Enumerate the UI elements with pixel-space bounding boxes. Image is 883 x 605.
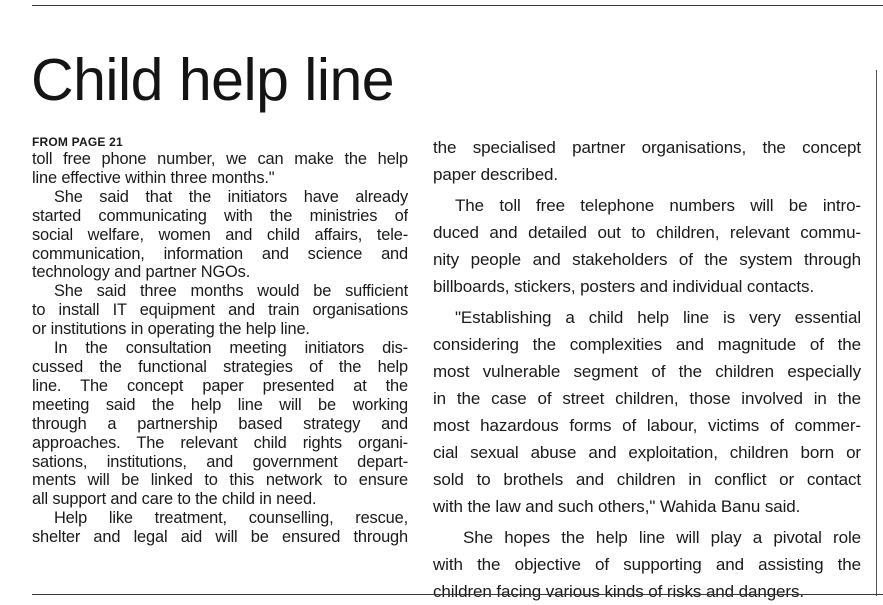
article-line: cussed the functional strategies of the help [32, 357, 408, 376]
top-rule [32, 5, 883, 6]
article-line: most hazardous forms of labour, victims of commer- [433, 416, 861, 435]
article-line: ments will be linked to this network to ensure [32, 471, 408, 490]
article-line: sations, institutions, and government depart- [32, 452, 408, 471]
article-column-left [32, 134, 408, 547]
bottom-rule [32, 594, 883, 595]
article-line: social welfare, women and child affairs, tele- [32, 225, 408, 244]
headline: Child help line [31, 47, 395, 113]
article-line: "Establishing a child help line is very essential [455, 308, 861, 327]
article-line: She hopes the help line will play a pivotal role [463, 528, 861, 547]
article-line: to install IT equipment and train organisations [32, 301, 408, 320]
article-line: communication, information and science and [32, 244, 408, 263]
article-line: technology and partner NGOs. [32, 263, 251, 282]
article-line: cial sexual abuse and exploitation, children born or [433, 443, 861, 462]
article-line: the specialised partner organisations, the concept [433, 138, 861, 157]
article-line: nity people and stakeholders of the system through [433, 250, 861, 269]
article-line: sold to brothels and children in conflict or contact [433, 470, 861, 489]
article-line: with the objective of supporting and assisting the [433, 555, 861, 574]
article-line: most vulnerable segment of the children especially [433, 362, 861, 381]
continuation-kicker: FROM PAGE 21 [32, 135, 123, 149]
article-line: She said three months would be sufficient [54, 282, 408, 301]
article-line: toll free phone number, we can make the help [32, 150, 408, 168]
article-line: or institutions in operating the help line. [32, 320, 310, 339]
article-column-right [433, 134, 861, 605]
article-line: The toll free telephone numbers will be intro- [455, 196, 861, 215]
article-line: line effective within three months." [32, 168, 275, 187]
page-edge [876, 70, 877, 596]
article-line: She said that the initiators have already [54, 187, 408, 206]
article-line: approaches. The relevant child rights organi- [32, 433, 408, 452]
article-line: billboards, stickers, posters and individual contacts. [433, 277, 815, 296]
article-line: Help like treatment, counselling, rescue, [54, 509, 408, 528]
article-line: duced and detailed out to children, relevant commu- [433, 223, 861, 242]
article-line: through a partnership based strategy and [32, 414, 408, 433]
article-line: children facing various kinds of risks and dangers. [433, 582, 804, 601]
article-line: considering the complexities and magnitude of the [433, 335, 861, 354]
article-line: meeting said the help line will be working [32, 395, 408, 414]
article-line: started communicating with the ministries of [32, 206, 408, 225]
article-line: all support and care to the child in need. [32, 490, 317, 509]
article-line: in the case of street children, those involved in the [433, 389, 861, 408]
article-line: with the law and such others," Wahida Banu said. [433, 497, 801, 516]
article-line: line. The concept paper presented at the [32, 376, 408, 395]
article-line: shelter and legal aid will be ensured through [32, 528, 408, 547]
article-line: In the consultation meeting initiators dis- [54, 339, 408, 358]
article-line: paper described. [433, 165, 559, 184]
